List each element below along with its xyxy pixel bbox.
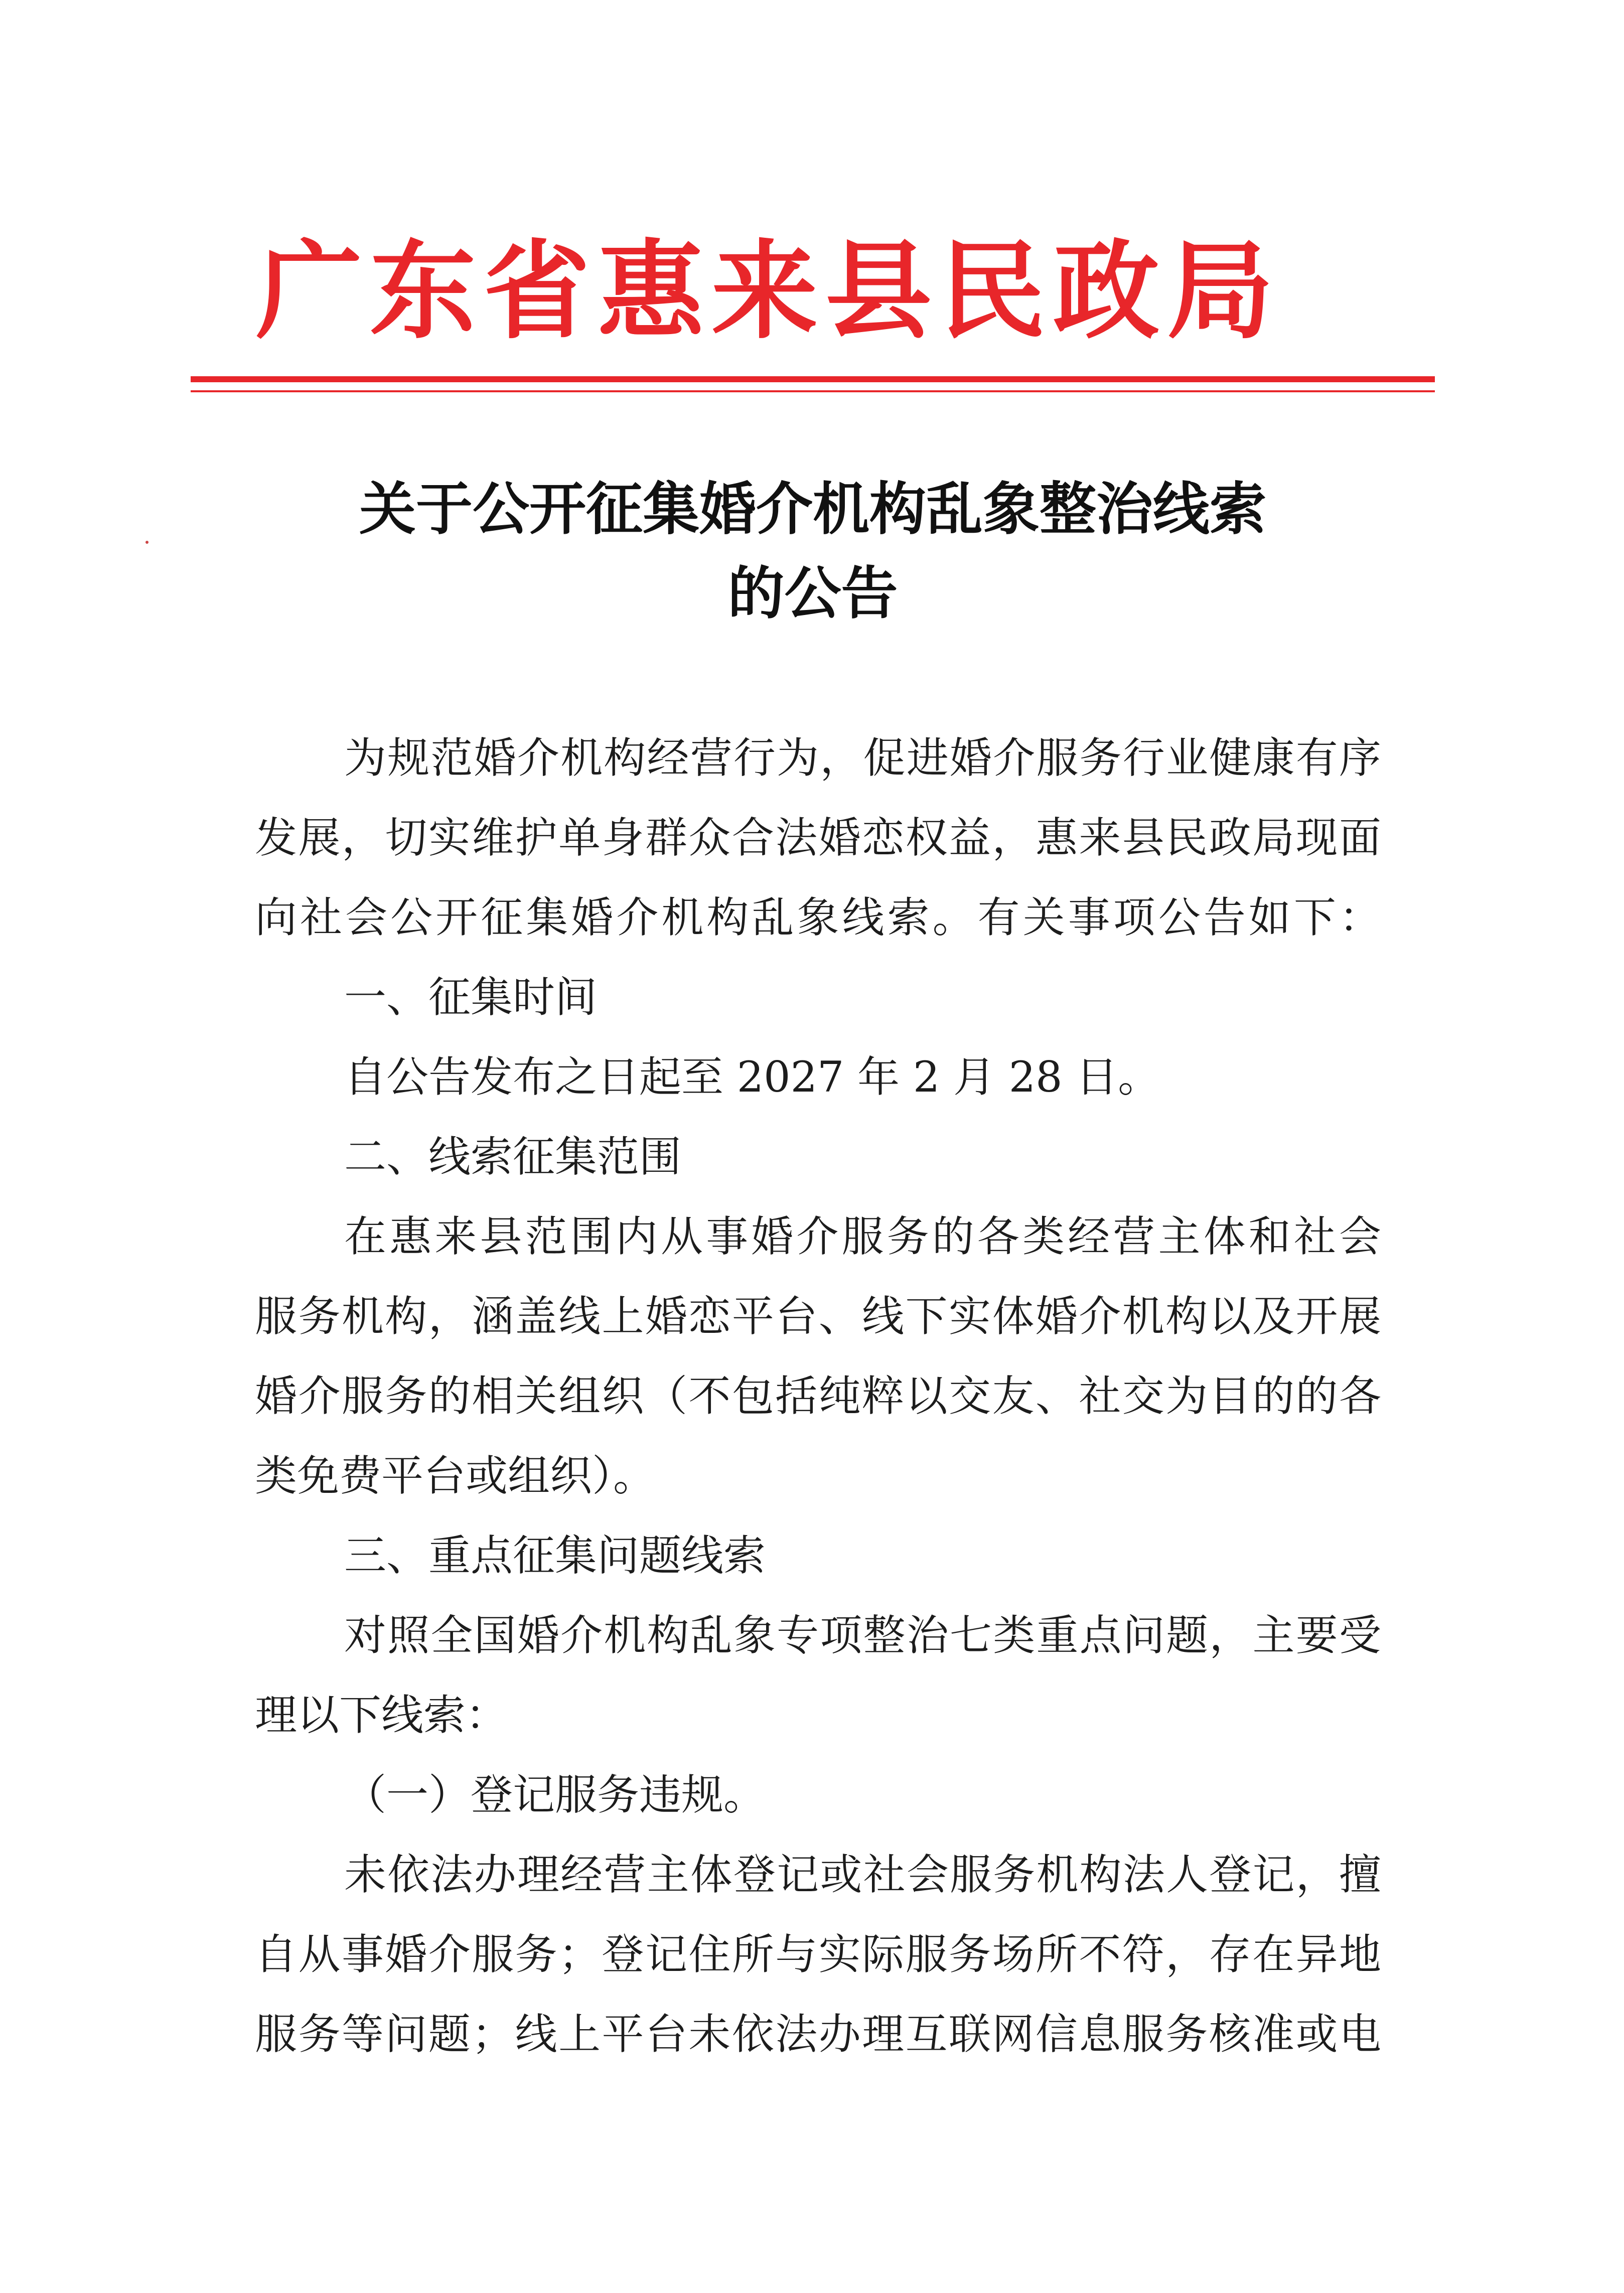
body-line: 自公告发布之日起至 2027 年 2 月 28 日。 [344, 1052, 1160, 1102]
body-line: 服务机构，涵盖线上婚恋平台、线下实体婚介机构以及开展 [255, 1292, 1381, 1341]
notice-title-line-1: 关于公开征集婚介机构乱象整治线索 [359, 476, 1266, 542]
notice-title-line-2: 的公告 [727, 560, 898, 627]
red-header-rule-thin [191, 390, 1435, 392]
body-line: 在惠来县范围内从事婚介服务的各类经营主体和社会 [344, 1212, 1381, 1261]
body-line: 为规范婚介机构经营行为，促进婚介服务行业健康有序 [344, 733, 1381, 783]
body-line: 服务等问题；线上平台未依法办理互联网信息服务核准或电 [255, 2010, 1381, 2059]
issuing-authority-header: 广东省惠来县民政局 [256, 228, 1281, 353]
body-line: 向社会公开征集婚介机构乱象线索。有关事项公告如下： [255, 893, 1381, 942]
section-heading: 三、重点征集问题线索 [344, 1531, 766, 1580]
body-line: 未依法办理经营主体登记或社会服务机构法人登记，擅 [344, 1850, 1381, 1899]
red-header-rule-thick [191, 376, 1435, 382]
section-heading: 一、征集时间 [344, 973, 598, 1022]
body-line: 理以下线索： [255, 1691, 508, 1740]
subsection-heading: （一）登记服务违规。 [344, 1770, 766, 1819]
body-line: 自从事婚介服务；登记住所与实际服务场所不符，存在异地 [255, 1930, 1381, 1979]
scan-speck [145, 541, 149, 544]
body-line: 婚介服务的相关组织（不包括纯粹以交友、社交为目的的各 [255, 1371, 1381, 1421]
body-line: 发展，切实维护单身群众合法婚恋权益，惠来县民政局现面 [255, 813, 1381, 862]
section-heading: 二、线索征集范围 [344, 1132, 682, 1181]
body-line: 类免费平台或组织）。 [255, 1451, 656, 1500]
body-line: 对照全国婚介机构乱象专项整治七类重点问题，主要受 [344, 1611, 1381, 1660]
